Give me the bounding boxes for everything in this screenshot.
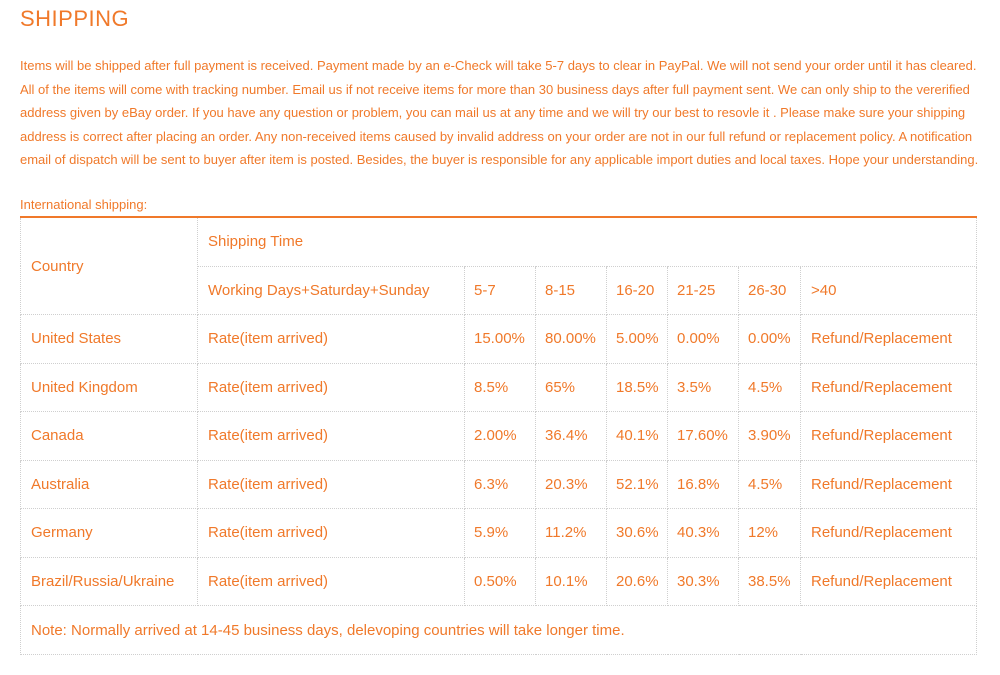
country-cell: United Kingdom <box>21 363 198 412</box>
rate-value-cell: 30.6% <box>607 509 668 558</box>
refund-cell: Refund/Replacement <box>801 557 977 606</box>
rate-value-cell: 8.5% <box>465 363 536 412</box>
rate-value-cell: 4.5% <box>739 363 801 412</box>
rate-value-cell: 36.4% <box>536 412 607 461</box>
rate-value-cell: 80.00% <box>536 315 607 364</box>
table-row <box>21 412 977 461</box>
refund-cell: Refund/Replacement <box>801 315 977 364</box>
rate-label-cell: Rate(item arrived) <box>198 315 465 364</box>
table-header-row <box>21 217 977 266</box>
table-row <box>21 557 977 606</box>
table-row <box>21 315 977 364</box>
shipping-rate-table <box>20 216 977 655</box>
rate-value-cell: 5.00% <box>607 315 668 364</box>
delivery-note: Note: Normally arrived at 14-45 business days, delevoping countries will take longer time. <box>21 606 977 655</box>
rate-value-cell: 20.3% <box>536 460 607 509</box>
rate-value-cell: 30.3% <box>668 557 739 606</box>
rate-label-cell: Rate(item arrived) <box>198 557 465 606</box>
country-cell: United States <box>21 315 198 364</box>
table-note-row <box>21 606 977 655</box>
rate-value-cell: 65% <box>536 363 607 412</box>
country-cell: Brazil/Russia/Ukraine <box>21 557 198 606</box>
rate-value-cell: 3.5% <box>668 363 739 412</box>
rate-value-cell: 4.5% <box>739 460 801 509</box>
refund-cell: Refund/Replacement <box>801 363 977 412</box>
shipping-time-header: Shipping Time <box>198 217 977 266</box>
rate-value-cell: 17.60% <box>668 412 739 461</box>
shipping-policy-paragraph: Items will be shipped after full payment is received. Payment made by an e-Check will take 5-7 days to clear in PayPal. We will not send your order until it has cleared. All of the items will come with tracking number. Email us if not receive items for more than 30 business days after full payment sent. We can only ship to the vererified address given by eBay order. If you have any question or problem, you can mail us at any time and we will try our best to resovle it . Please make sure your shipping address is correct after placing an order. Any non-received items caused by invalid address on your order are not in our full refund or replacement policy. A notification email of dispatch will be sent to buyer after item is posted. Besides, the buyer is responsible for any applicable import duties and local taxes. Hope your understanding. <box>20 58 979 167</box>
rate-value-cell: 38.5% <box>739 557 801 606</box>
rate-label-cell: Rate(item arrived) <box>198 412 465 461</box>
country-cell: Germany <box>21 509 198 558</box>
table-row <box>21 509 977 558</box>
rate-value-cell: 20.6% <box>607 557 668 606</box>
range-header: 5-7 <box>465 266 536 315</box>
rate-value-cell: 10.1% <box>536 557 607 606</box>
rate-value-cell: 0.00% <box>739 315 801 364</box>
range-header: 8-15 <box>536 266 607 315</box>
refund-cell: Refund/Replacement <box>801 509 977 558</box>
page-title: SHIPPING <box>20 6 130 31</box>
rate-label-cell: Rate(item arrived) <box>198 460 465 509</box>
refund-cell: Refund/Replacement <box>801 412 977 461</box>
rate-label-cell: Rate(item arrived) <box>198 509 465 558</box>
country-header: Country <box>21 217 198 315</box>
rate-value-cell: 40.3% <box>668 509 739 558</box>
rate-value-cell: 6.3% <box>465 460 536 509</box>
rate-label-cell: Rate(item arrived) <box>198 363 465 412</box>
rate-value-cell: 40.1% <box>607 412 668 461</box>
rate-value-cell: 0.50% <box>465 557 536 606</box>
country-cell: Australia <box>21 460 198 509</box>
table-row <box>21 363 977 412</box>
rate-value-cell: 16.8% <box>668 460 739 509</box>
rate-value-cell: 11.2% <box>536 509 607 558</box>
rate-value-cell: 18.5% <box>607 363 668 412</box>
rate-value-cell: 2.00% <box>465 412 536 461</box>
country-cell: Canada <box>21 412 198 461</box>
range-header: >40 <box>801 266 977 315</box>
refund-cell: Refund/Replacement <box>801 460 977 509</box>
international-shipping-label: International shipping: <box>20 197 148 212</box>
table-row <box>21 460 977 509</box>
range-header: 26-30 <box>739 266 801 315</box>
rate-value-cell: 0.00% <box>668 315 739 364</box>
rate-value-cell: 3.90% <box>739 412 801 461</box>
range-header: 16-20 <box>607 266 668 315</box>
rate-value-cell: 12% <box>739 509 801 558</box>
rate-value-cell: 5.9% <box>465 509 536 558</box>
range-header: 21-25 <box>668 266 739 315</box>
days-header: Working Days+Saturday+Sunday <box>198 266 465 315</box>
rate-value-cell: 15.00% <box>465 315 536 364</box>
rate-value-cell: 52.1% <box>607 460 668 509</box>
